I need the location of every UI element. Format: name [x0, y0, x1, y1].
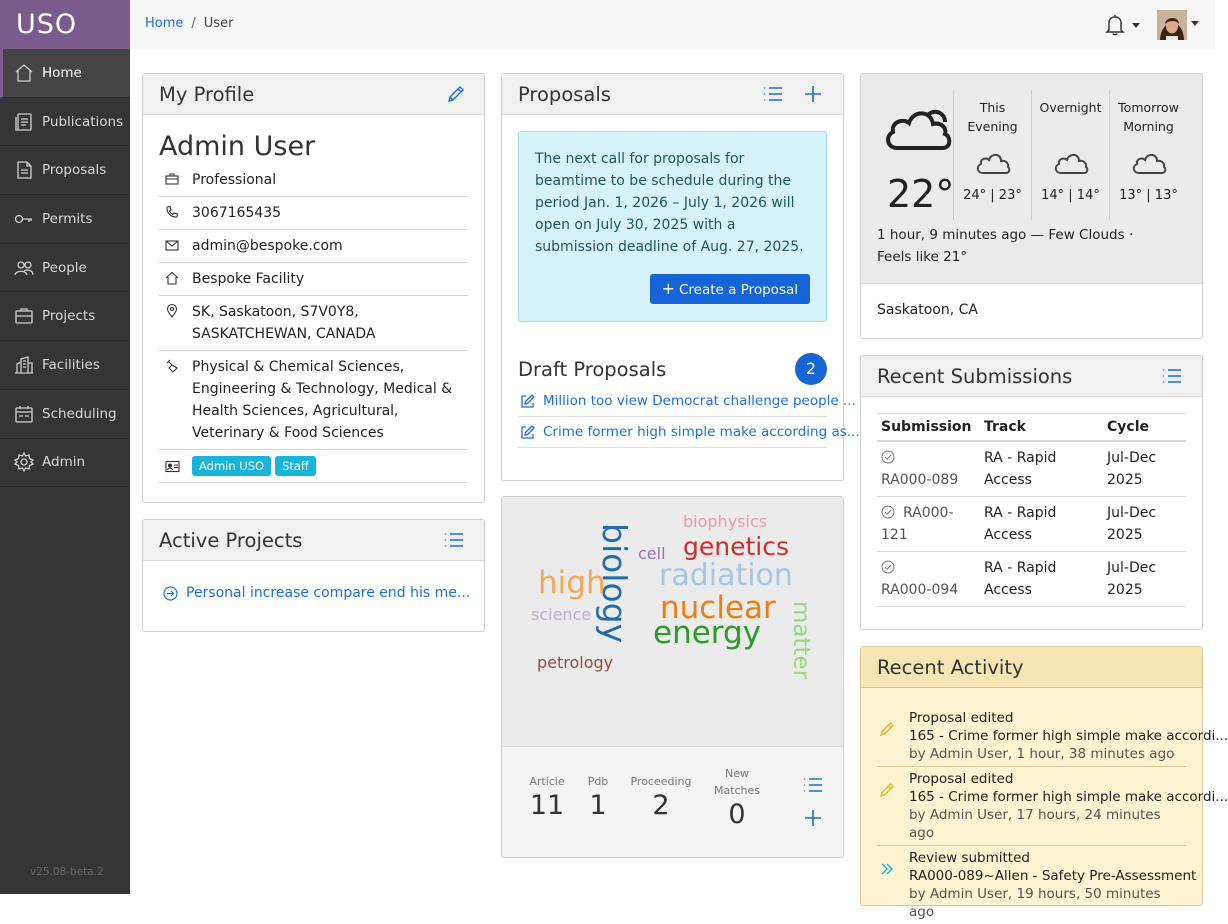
project-link[interactable] — [163, 585, 471, 601]
submission-id[interactable]: RA000-094 — [881, 582, 959, 598]
user-photo-icon — [1157, 10, 1187, 40]
proposal-call-notice — [518, 131, 827, 322]
plus-icon[interactable] — [803, 84, 823, 104]
sidebar-item-label: Home — [42, 64, 82, 81]
cloud-word-science[interactable]: science — [531, 605, 592, 624]
stat-label: Pdb — [587, 775, 609, 788]
email-icon — [165, 238, 179, 252]
activity-type: Proposal edited — [909, 710, 1014, 726]
activity-meta: by Admin User, 19 hours, 50 minutes ago — [909, 886, 1161, 920]
proposals-card — [501, 73, 860, 481]
cloud-icon — [1053, 148, 1089, 176]
people-icon — [13, 257, 35, 279]
breadcrumb: Home / User — [145, 16, 234, 31]
check-circle-icon — [881, 450, 895, 464]
app-version: v25.08-beta.2 — [30, 866, 104, 878]
column-header: Cycle — [1103, 414, 1186, 442]
track-cell: RA - Rapid Access — [980, 552, 1103, 607]
activity-item[interactable] — [877, 767, 1228, 846]
cloud-word-matter[interactable]: matter — [788, 601, 814, 680]
profile-institution: Bespoke Facility — [192, 271, 305, 287]
map-pin-icon — [165, 304, 179, 318]
drafts-count-badge: 2 — [795, 353, 827, 385]
activity-card-header — [861, 647, 1202, 688]
breadcrumb-current: User — [203, 16, 234, 31]
sidebar-item-home[interactable] — [0, 49, 130, 98]
card-title: Recent Submissions — [877, 364, 1073, 388]
stat-value: 0 — [728, 799, 746, 830]
drafts-list — [518, 386, 860, 448]
card-title: Active Projects — [159, 528, 303, 552]
weather-location: Saskatoon, CA — [877, 302, 978, 318]
sidebar-item-publications[interactable] — [0, 98, 130, 147]
publications-icon — [13, 111, 35, 133]
double-chevron-icon — [879, 861, 895, 877]
profile-row-phone — [159, 197, 468, 230]
profile-name: Admin User — [159, 131, 316, 162]
edit-icon — [520, 425, 535, 440]
profile-email: admin@bespoke.com — [192, 238, 343, 254]
activity-text — [909, 770, 1228, 842]
cloud-word-biophysics[interactable]: biophysics — [683, 512, 768, 531]
submission-id[interactable]: RA000-089 — [881, 472, 959, 488]
check-circle-icon — [881, 560, 895, 574]
table-row[interactable] — [877, 441, 1186, 497]
keyword-cloud — [502, 497, 843, 747]
profile-row-research — [159, 351, 468, 450]
activity-card — [860, 646, 1228, 920]
draft-proposal-link[interactable] — [518, 386, 856, 417]
table-row[interactable] — [877, 552, 1186, 607]
bell-icon — [1102, 12, 1128, 38]
cloud-word-biology[interactable]: biology — [595, 523, 634, 644]
table-row[interactable] — [877, 497, 1186, 552]
profile-row-email — [159, 230, 468, 263]
proposals-card-header — [502, 74, 843, 115]
sidebar — [0, 0, 130, 894]
cloud-word-energy[interactable]: energy — [653, 615, 762, 651]
current-temp: 22° — [887, 172, 955, 216]
cloud-word-genetics[interactable]: genetics — [683, 532, 789, 561]
draft-title: Crime former high simple make according as... — [543, 424, 860, 440]
drafts-header — [518, 353, 827, 385]
home-icon — [13, 62, 35, 84]
list-icon[interactable] — [763, 85, 783, 103]
sidebar-item-label: Publications — [42, 113, 124, 130]
cloud-word-high[interactable]: high — [538, 565, 606, 601]
flask-icon — [165, 359, 179, 373]
card-title: Proposals — [518, 82, 611, 106]
track-cell: RA - Rapid Access — [980, 497, 1103, 552]
topbar — [130, 0, 1215, 49]
stat-value: 1 — [589, 790, 607, 821]
notifications-button[interactable] — [1102, 12, 1128, 38]
stat-value: 2 — [652, 790, 670, 821]
submission-cell — [877, 552, 980, 607]
avatar[interactable] — [1157, 10, 1187, 40]
sidebar-item-permits[interactable] — [0, 195, 130, 244]
weather-card — [860, 73, 1203, 339]
forecast-temps: 24° | 23° — [963, 188, 1022, 203]
cloud-word-petrology[interactable]: petrology — [537, 653, 614, 672]
profile-type: Professional — [192, 172, 277, 188]
cloud-icon — [975, 148, 1011, 176]
forecast-temps: 14° | 14° — [1041, 188, 1100, 203]
chevron-down-icon — [1191, 21, 1199, 26]
forecast-period — [1031, 90, 1109, 220]
sidebar-item-label: Projects — [42, 308, 96, 325]
profile-phone: 3067165435 — [192, 205, 282, 221]
column-header: Track — [980, 414, 1103, 442]
plus-icon: + — [661, 279, 675, 298]
cloud-icon — [1131, 148, 1167, 176]
sidebar-item-label: Permits — [42, 210, 93, 227]
home-icon — [165, 271, 179, 285]
activity-item[interactable] — [877, 846, 1197, 924]
submissions-card-header — [861, 356, 1202, 397]
list-icon[interactable] — [444, 531, 464, 549]
project-title: Personal increase compare end his me... — [186, 585, 471, 601]
chevron-down-icon — [1132, 23, 1140, 28]
stat-label: Article — [529, 775, 565, 788]
projects-card-header — [143, 520, 484, 561]
activity-detail: 165 - Crime former high simple make accordi... — [909, 789, 1228, 805]
cycle-cell: Jul-Dec 2025 — [1103, 552, 1186, 607]
weather-panel — [861, 74, 1202, 284]
stat-new-matches[interactable] — [708, 765, 766, 830]
cycle-cell: Jul-Dec 2025 — [1103, 497, 1186, 552]
activity-detail: 165 - Crime former high simple make accordi... — [909, 728, 1228, 744]
projects-body — [143, 561, 484, 601]
activity-meta: by Admin User, 17 hours, 24 minutes ago — [909, 807, 1161, 841]
activity-meta: by Admin User, 1 hour, 38 minutes ago — [909, 746, 1175, 762]
sidebar-item-label: Admin — [42, 454, 86, 471]
stat-label: Proceeding — [630, 775, 692, 788]
sidebar-item-label: Proposals — [42, 162, 107, 179]
submission-cell — [877, 497, 980, 552]
gear-icon — [13, 451, 35, 473]
submission-cell — [877, 441, 980, 497]
sidebar-item-scheduling[interactable] — [0, 390, 130, 439]
profile-card — [142, 73, 485, 503]
stat-pdb[interactable] — [578, 773, 618, 821]
forecast-label: Tomorrow Morning — [1118, 100, 1179, 134]
plus-icon[interactable] — [803, 808, 823, 828]
submissions-card — [860, 355, 1203, 630]
cloud-icon — [883, 98, 953, 154]
track-cell: RA - Rapid Access — [980, 441, 1103, 497]
phone-icon — [165, 205, 179, 219]
check-circle-icon — [881, 505, 895, 519]
proposals-icon — [13, 159, 35, 181]
activity-type: Review submitted — [909, 850, 1030, 866]
column-header: Submission — [877, 414, 980, 442]
sidebar-item-facilities[interactable] — [0, 341, 130, 390]
create-proposal-button[interactable] — [650, 274, 810, 304]
card-title: My Profile — [159, 82, 255, 106]
cloud-word-cell[interactable]: cell — [638, 544, 666, 563]
activity-detail: RA000-089~Allen - Safety Pre-Assessment — [909, 868, 1197, 884]
projects-icon — [13, 305, 35, 327]
list-icon[interactable] — [1162, 367, 1182, 385]
profile-research: Physical & Chemical Sciences, Engineering & Technology, Medical & Health Sciences, Agricultural, Veterinary & Food Sciences — [192, 359, 453, 441]
sidebar-item-label: Facilities — [42, 356, 100, 373]
profile-address: SK, Saskatoon, S7V0Y8, SASKATCHEWAN, CANADA — [192, 304, 376, 342]
list-icon[interactable] — [803, 776, 823, 794]
submissions-body — [861, 397, 1202, 607]
forecast-period — [953, 90, 1031, 220]
forecast-label: Overnight — [1039, 100, 1102, 115]
submission-id[interactable]: RA000-121 — [881, 505, 954, 543]
cycle-cell: Jul-Dec 2025 — [1103, 441, 1186, 497]
stat-value: 11 — [529, 790, 565, 821]
activity-type: Proposal edited — [909, 771, 1014, 787]
pencil-icon — [879, 782, 895, 798]
weather-summary: 1 hour, 9 minutes ago — Few Clouds · Feels like 21° — [877, 227, 1134, 265]
brand-logo[interactable]: USO — [0, 0, 130, 49]
profile-row-roles — [159, 450, 468, 483]
sidebar-item-people[interactable] — [0, 244, 130, 293]
activity-list — [861, 688, 1228, 924]
arrow-circle-right-icon — [163, 586, 178, 601]
profile-card-header — [143, 74, 484, 115]
profile-row-type — [159, 164, 468, 197]
pencil-icon — [879, 721, 895, 737]
submissions-table — [877, 413, 1186, 607]
button-label: Create a Proposal — [678, 282, 798, 298]
notice-text: The next call for proposals for beamtime to be schedule during the period Jan. 1, 2026 – July 1, 2026 will open on July 30, 2025 with a submission deadline of Aug. 27, 2025. — [535, 151, 804, 255]
table-header-row — [877, 414, 1186, 442]
sidebar-item-proposals[interactable] — [0, 146, 130, 195]
stat-label: New Matches — [713, 767, 761, 797]
facilities-icon — [13, 354, 35, 376]
sidebar-item-projects[interactable] — [0, 292, 130, 341]
role-badge: Staff — [275, 456, 316, 476]
stat-article[interactable] — [522, 773, 572, 821]
cloud-word-nuclear[interactable]: nuclear — [660, 590, 776, 626]
profile-body — [143, 131, 484, 483]
draft-proposal-link[interactable] — [518, 417, 860, 448]
role-badges — [192, 455, 320, 477]
activity-text — [909, 849, 1197, 921]
forecast-period — [1109, 90, 1187, 220]
card-title: Recent Activity — [877, 655, 1024, 679]
forecast-temps: 13° | 13° — [1119, 188, 1178, 203]
forecast-label: This Evening — [967, 100, 1018, 134]
calendar-icon — [13, 403, 35, 425]
projects-card — [142, 519, 485, 632]
publications-card — [501, 496, 844, 858]
activity-item[interactable] — [877, 706, 1228, 767]
profile-row-address — [159, 296, 468, 351]
activity-text — [909, 709, 1228, 763]
sidebar-item-label: Scheduling — [42, 405, 117, 422]
id-card-icon — [165, 460, 180, 473]
breadcrumb-home-link[interactable]: Home — [145, 16, 184, 31]
forecast-row — [953, 90, 1203, 220]
drafts-title: Draft Proposals — [518, 357, 667, 381]
role-badge: Admin USO — [192, 456, 271, 476]
key-icon — [13, 208, 35, 230]
edit-pencil-icon[interactable] — [446, 84, 466, 104]
stat-proceeding[interactable] — [626, 773, 696, 821]
sidebar-item-label: People — [42, 259, 87, 276]
draft-title: Million too view Democrat challenge people ... — [543, 393, 856, 409]
edit-icon — [520, 394, 535, 409]
profile-row-institution — [159, 263, 468, 296]
cloud-word-radiation[interactable]: radiation — [659, 558, 793, 593]
sidebar-item-admin[interactable] — [0, 439, 130, 488]
briefcase-icon — [165, 172, 179, 186]
